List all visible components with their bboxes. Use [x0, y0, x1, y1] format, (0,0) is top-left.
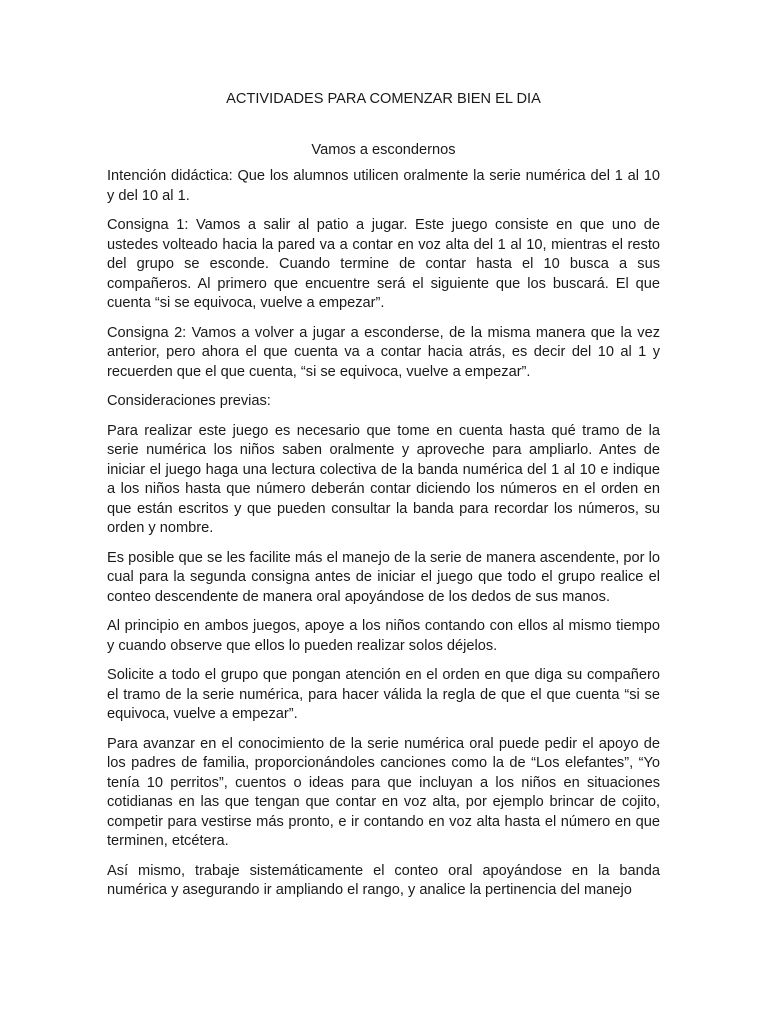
paragraph-intencion-didactica: Intención didáctica: Que los alumnos utilicen oralmente la serie numérica del 1 al 10 y del 10 al 1. [107, 168, 660, 204]
paragraph-consideraciones-3: Al principio en ambos juegos, apoye a los niños contando con ellos al mismo tiempo y cuando observe que ellos lo pueden realizar solos déjelos. [107, 618, 660, 654]
paragraph-consideraciones-2: Es posible que se les facilite más el manejo de la serie de manera ascendente, por lo cual para la segunda consigna antes de iniciar el juego que todo el grupo realice el conteo descendente de manera oral apoyándose de los dedos de sus manos. [107, 549, 660, 605]
paragraph-consideraciones-4: Solicite a todo el grupo que pongan atención en el orden en que diga su compañero el tramo de la serie numérica, para hacer válida la regla de que el que cuenta “si se equivoca, vuelve a empezar”. [107, 667, 660, 722]
document-body [107, 90, 660, 911]
paragraph-consigna-2: Consigna 2: Vamos a volver a jugar a esconderse, de la misma manera que la vez anterior, pero ahora el que cuenta va a contar hacia atrás, es decir del 10 al 1 y recuerden que el que cuenta, “si se equivoca, vuelve a empezar”. [107, 324, 660, 380]
paragraph-consideraciones-heading: Consideraciones previas: [107, 393, 271, 409]
section-title: Vamos a escondernos [311, 141, 456, 158]
document-title: ACTIVIDADES PARA COMENZAR BIEN EL DIA [226, 91, 541, 107]
paragraph-consideraciones-1: Para realizar este juego es necesario que tome en cuenta hasta qué tramo de la serie numérica los niños saben oralmente y aproveche para ampliarlo. Antes de iniciar el juego haga una lectura colectiva de la banda numérica del 1 al 10 e indique a los niños hasta que número deberán contar diciendo los números en el orden en que están escritos y que pueden consultar la banda para recordar los números, su orden y nombre. [107, 422, 660, 536]
paragraph-consigna-1: Consigna 1: Vamos a salir al patio a jugar. Este juego consiste en que uno de ustedes volteado hacia la pared va a contar en voz alta del 1 al 10, mientras el resto del grupo se esconde. Cuando termine de contar hasta el 10 busca a sus compañeros. Al primero que encuentre será el siguiente que los buscará. El que cuenta “si se equivoca, vuelve a empezar”. [107, 217, 660, 311]
paragraph-consideraciones-6: Así mismo, trabaje sistemáticamente el conteo oral apoyándose en la banda numérica y asegurando ir ampliando el rango, y analice la pertinencia del manejo [107, 862, 660, 898]
paragraph-consideraciones-5: Para avanzar en el conocimiento de la serie numérica oral puede pedir el apoyo de los padres de familia, proporcionándoles canciones como la de “Los elefantes”, “Yo tenía 10 perritos”, cuentos o ideas para que incluyan a los niños en situaciones cotidianas en las que tengan que contar en voz alta, por ejemplo brincar de cojito, competir para vestirse más pronto, e ir contando en voz alta hasta el número en que terminen, etcétera. [107, 735, 660, 849]
